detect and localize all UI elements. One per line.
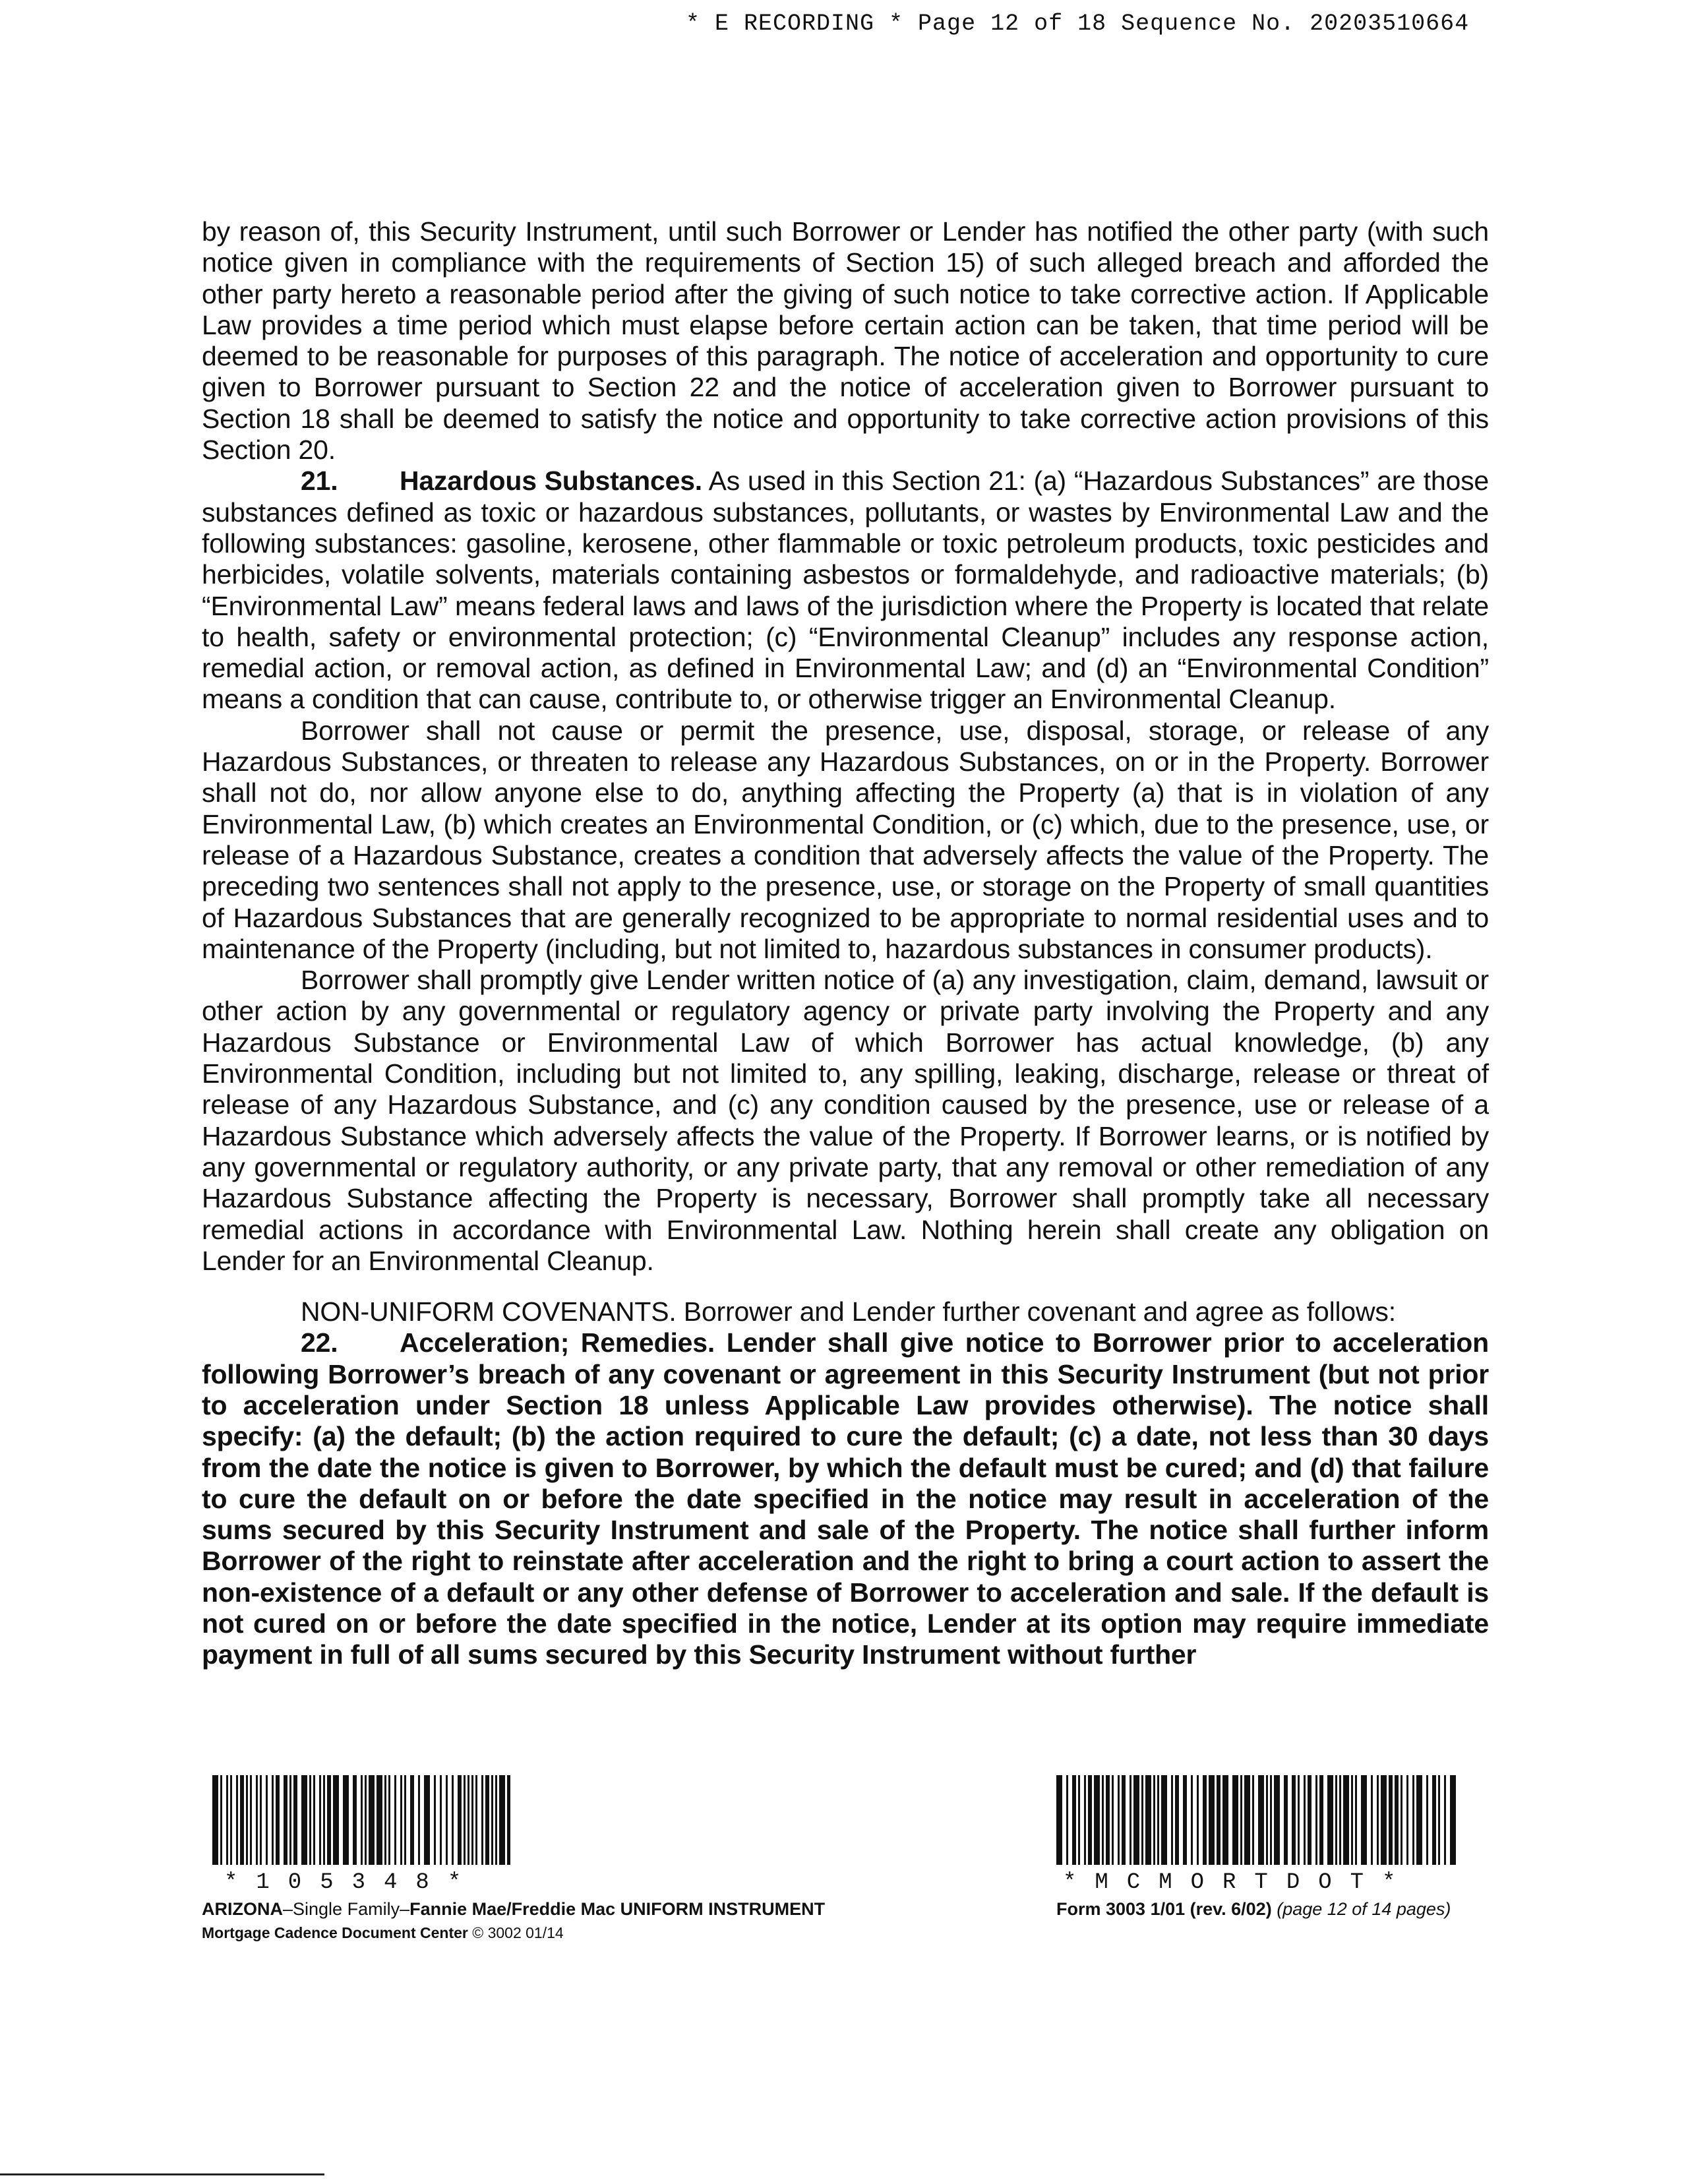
paragraph-borrower-shall-not: Borrower shall not cause or permit the presence, use, disposal, storage, or release of any Hazardous Substances, or threaten to release any Hazardous Substances, on or in the Property. Borrower shall not do, nor allow anyone else to do, anything affecting the Property (a) that is in violation of any Environmental Law, (b) which creates an Environmental Condition, or (c) which, due to the presence, use, or release of a Hazardous Substance, creates a condition that adversely affects the value of the Property. The preceding two sentences shall not apply to the presence, use, or storage on the Property of small quantities of Hazardous Substances that are generally recognized to be appropriate to normal residential uses and to maintenance of the Property (including, but not limited to, hazardous substances in consumer products). (202, 715, 1489, 964)
paragraph-borrower-notice: Borrower shall promptly give Lender written notice of (a) any investigation, claim, demand, lawsuit or other action by any governmental or regulatory agency or private party involving the Property and any Hazardous Substance or Environmental Law of which Borrower has actual knowledge, (b) any Environmental Condition, including but not limited to, any spilling, leaking, discharge, release or threat of release of any Hazardous Substance, and (c) any condition caused by the presence, use or release of a Hazardous Substance which adversely affects the value of the Property. If Borrower learns, or is notified by any governmental or regulatory authority, or any private party, that any removal or other remediation of any Hazardous Substance affecting the Property is necessary, Borrower shall promptly take all necessary remedial actions in accordance with Environmental Law. Nothing herein shall create any obligation on Lender for an Environmental Cleanup. (202, 965, 1489, 1276)
section-22-title: Acceleration; Remedies. (400, 1327, 715, 1358)
recording-header-stamp: * E RECORDING * Page 12 of 18 Sequence No. 20203510664 (686, 11, 1470, 37)
barcode-bar (1361, 1775, 1367, 1865)
barcode-bar (1343, 1775, 1349, 1865)
barcode-bar (1327, 1775, 1333, 1865)
section-22-number: 22. (301, 1327, 338, 1358)
barcode-bar (369, 1775, 375, 1865)
barcode-bar (1209, 1775, 1215, 1865)
footer-page-count: (page 12 of 14 pages) (1271, 1899, 1451, 1919)
barcode-bar (424, 1775, 430, 1865)
barcode-bar (1056, 1775, 1062, 1865)
barcode-bar (1244, 1775, 1250, 1865)
barcode-space (1456, 1775, 1460, 1865)
barcode-bar (377, 1775, 382, 1865)
barcode-bar (1258, 1775, 1264, 1865)
document-body (202, 216, 1489, 1671)
section-21-number: 21. (301, 466, 338, 497)
barcode-bar (212, 1775, 218, 1865)
footer-form-rev: Form 3003 1/01 (rev. 6/02) (1056, 1899, 1272, 1919)
barcode-bar (333, 1775, 339, 1865)
barcode-bar (1232, 1775, 1238, 1865)
footer-form-title (202, 1899, 825, 1920)
barcode-right-caption: *MCMORTDOT* (1063, 1870, 1414, 1895)
non-uniform-covenants-heading: NON-UNIFORM COVENANTS. Borrower and Lender further covenant and agree as follows: (301, 1296, 1396, 1327)
barcode-bar (1133, 1775, 1139, 1865)
footer-instrument: Fannie Mae/Freddie Mac UNIFORM INSTRUMENT (409, 1899, 826, 1919)
bottom-rule (0, 2173, 324, 2175)
barcode-bar (1450, 1775, 1456, 1865)
barcode-bar (1416, 1775, 1422, 1865)
section-22-paragraph (202, 1327, 1489, 1670)
barcode-bar (1161, 1775, 1167, 1865)
barcode-bar (1381, 1775, 1387, 1865)
paragraph-gap (202, 1277, 1489, 1296)
section-21-paragraph (202, 466, 1489, 715)
barcode-bar (1094, 1775, 1100, 1865)
footer-state: ARIZONA (202, 1899, 283, 1919)
footer-family-type: –Single Family– (283, 1899, 410, 1919)
section-22-text: Lender shall give notice to Borrower prior to acceleration following Borrower’s breach of any covenant or agreement in this Security Instrument (but not prior to acceleration under Section 18 unless Applicable Law provides otherwise). The notice shall specify: (a) the default; (b) the action required to cure the default; (c) a date, not less than 30 days from the date the notice is given to Borrower, by which the default must be cured; and (d) that failure to cure the default on or before the date specified in the notice may result in acceleration of the sums secured by this Security Instrument and sale of the Property. The notice shall further inform Borrower of the right to reinstate after acceleration and the right to bring a court action to assert the non-existence of a default or any other defense of Borrower to acceleration and sale. If the default is not cured on or before the date specified in the notice, Lender at its option may require immediate payment in full of all sums secured by this Security Instrument without further (202, 1327, 1489, 1670)
footer-doc-center-name: Mortgage Cadence Document Center (202, 1924, 468, 1941)
barcode-bar (499, 1775, 505, 1865)
barcode-bar (343, 1775, 349, 1865)
section-21-title: Hazardous Substances. (400, 466, 702, 497)
section-21-text: As used in this Section 21: (a) “Hazardous Substances” are those substances defined as toxic or hazardous substances, pollutants, or wastes by Environmental Law and the following substances: gasoline, kerosene, other flammable or toxic petroleum products, toxic pesticides and herbicides, volatile solvents, materials containing asbestos or formaldehyde, and radioactive materials; (b) “Environmental Law” means federal laws and laws of the jurisdiction where the Property is located that relate to health, safety or environmental protection; (c) “Environmental Cleanup” includes any response action, remedial action, or removal action, as defined in Environmental Law; and (d) an “Environmental Condition” means a condition that can cause, contribute to, or otherwise trigger an Environmental Cleanup. (202, 466, 1489, 715)
barcode-bar (1145, 1775, 1151, 1865)
footer-document-center (202, 1924, 564, 1942)
footer-doc-center-code: © 3002 01/14 (467, 1924, 564, 1941)
barcode-bar (507, 1775, 510, 1865)
barcode-left-image (212, 1775, 510, 1865)
barcode-bar (1222, 1775, 1228, 1865)
barcode-left-caption: *105348* (224, 1870, 480, 1895)
paragraph-continuation: by reason of, this Security Instrument, until such Borrower or Lender has notified the other party (with such notice given in compliance with the requirements of Section 15) of such alleged breach and afforded the other party hereto a reasonable period after the giving of such notice to take corrective action. If Applicable Law provides a time period which must elapse before certain action can be taken, that time period will be deemed to be reasonable for purposes of this paragraph. The notice of acceleration and opportunity to cure given to Borrower pursuant to Section 22 and the notice of acceleration given to Borrower pursuant to Section 18 shall be deemed to satisfy the notice and opportunity to take corrective action provisions of this Section 20. (202, 216, 1489, 466)
barcode-bar (1274, 1775, 1280, 1865)
footer-form-number (1056, 1899, 1451, 1920)
barcode-right-image (1056, 1775, 1460, 1865)
barcode-bar (301, 1775, 307, 1865)
